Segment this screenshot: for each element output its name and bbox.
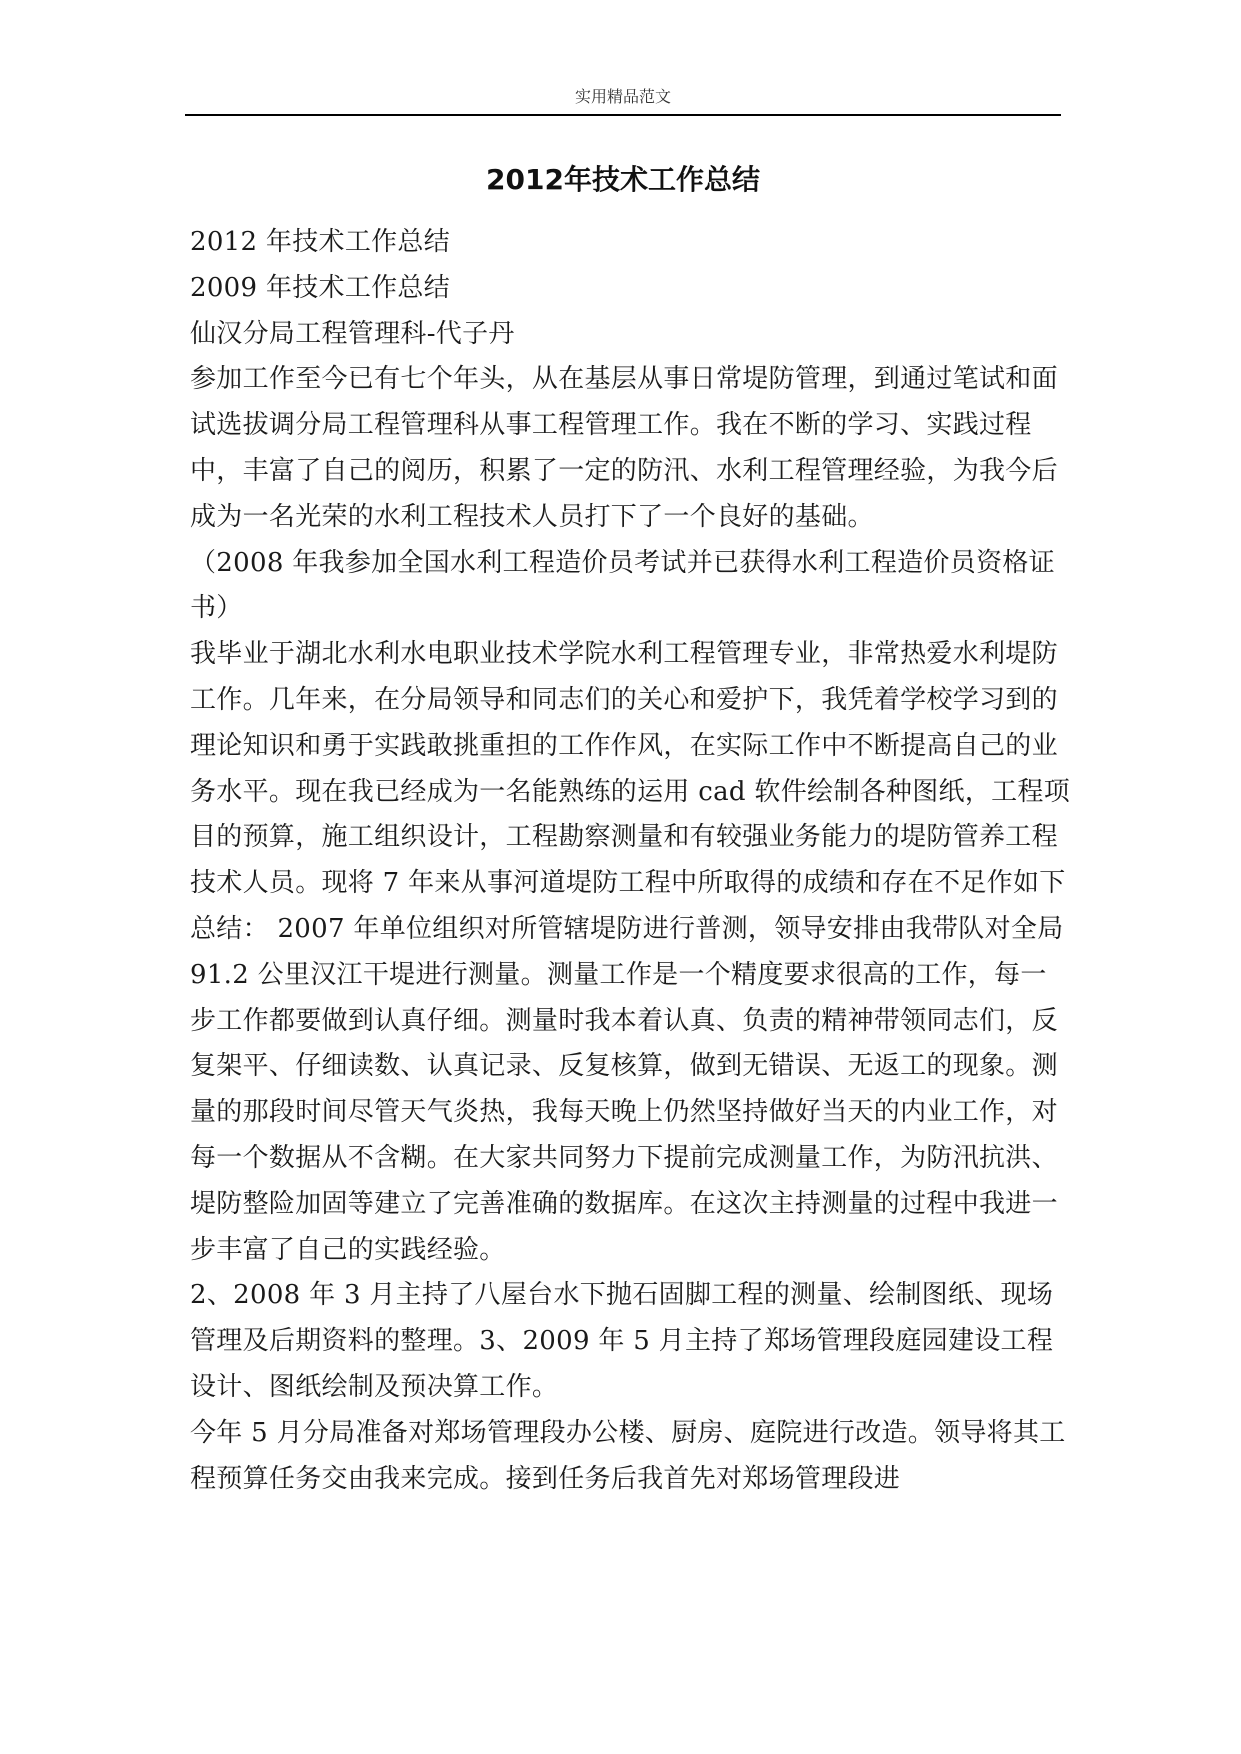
document-body: [190, 220, 1072, 1502]
paragraph-background: 我毕业于湖北水利水电职业技术学院水利工程管理专业，非常热爱水利堤防工作。几年来，在分局领导和同志们的关心和爱护下，我凭着学校学习到的理论知识和勇于实践敢挑重担的工作作风，在实际工作中不断提高自己的业务水平。现在我已经成为一名能熟练的运用 cad 软件绘制各种图纸，工程项目的预算，施工组织设计，工程勘察测量和有较强业务能力的堤防管养工程技术人员。现将 7 年来从事河道堤防工程中所取得的成绩和存在不足作如下总结： 2007 年单位组织对所管辖堤防进行普测，领导安排由我带队对全局 91.2 公里汉江干堤进行测量。测量工作是一个精度要求很高的工作，每一步工作都要做到认真仔细。测量时我本着认真、负责的精神带领同志们，反复架平、仔细读数、认真记录、反复核算，做到无错误、无返工的现象。测量的那段时间尽管天气炎热，我每天晚上仍然坚持做好当天的内业工作，对每一个数据从不含糊。在大家共同努力下提前完成测量工作，为防汛抗洪、堤防整险加固等建立了完善准确的数据库。在这次主持测量的过程中我进一步丰富了自己的实践经验。: [190, 639, 1071, 1265]
paragraph-subtitle-2009: 2009 年技术工作总结: [190, 272, 451, 303]
paragraph-projects: 2、2008 年 3 月主持了八屋台水下抛石固脚工程的测量、绘制图纸、现场管理及后期资料的整理。3、2009 年 5 月主持了郑场管理段庭园建设工程设计、图纸绘制及预决算工作。: [190, 1280, 1054, 1402]
paragraph-subtitle-2012: 2012 年技术工作总结: [190, 227, 451, 257]
paragraph-certificate: （2008 年我参加全国水利工程造价员考试并已获得水利工程造价员资格证书）: [190, 547, 1055, 624]
paragraph-intro: 参加工作至今已有七个年头，从在基层从事日常堤防管理，到通过笔试和面试选拔调分局工程管理科从事工程管理工作。我在不断的学习、实践过程中，丰富了自己的阅历，积累了一定的防汛、水利工程管理经验，为我今后成为一名光荣的水利工程技术人员打下了一个良好的基础。: [190, 364, 1058, 532]
paragraph-author: 仙汉分局工程管理科-代子丹: [190, 318, 515, 349]
page-header: 实用精品范文: [574, 87, 671, 106]
header-divider: [185, 114, 1061, 116]
paragraph-renovation: 今年 5 月分局准备对郑场管理段办公楼、厨房、庭院进行改造。领导将其工程预算任务交由我来完成。接到任务后我首先对郑场管理段进: [190, 1417, 1066, 1494]
document-title: 2012年技术工作总结: [486, 163, 760, 196]
